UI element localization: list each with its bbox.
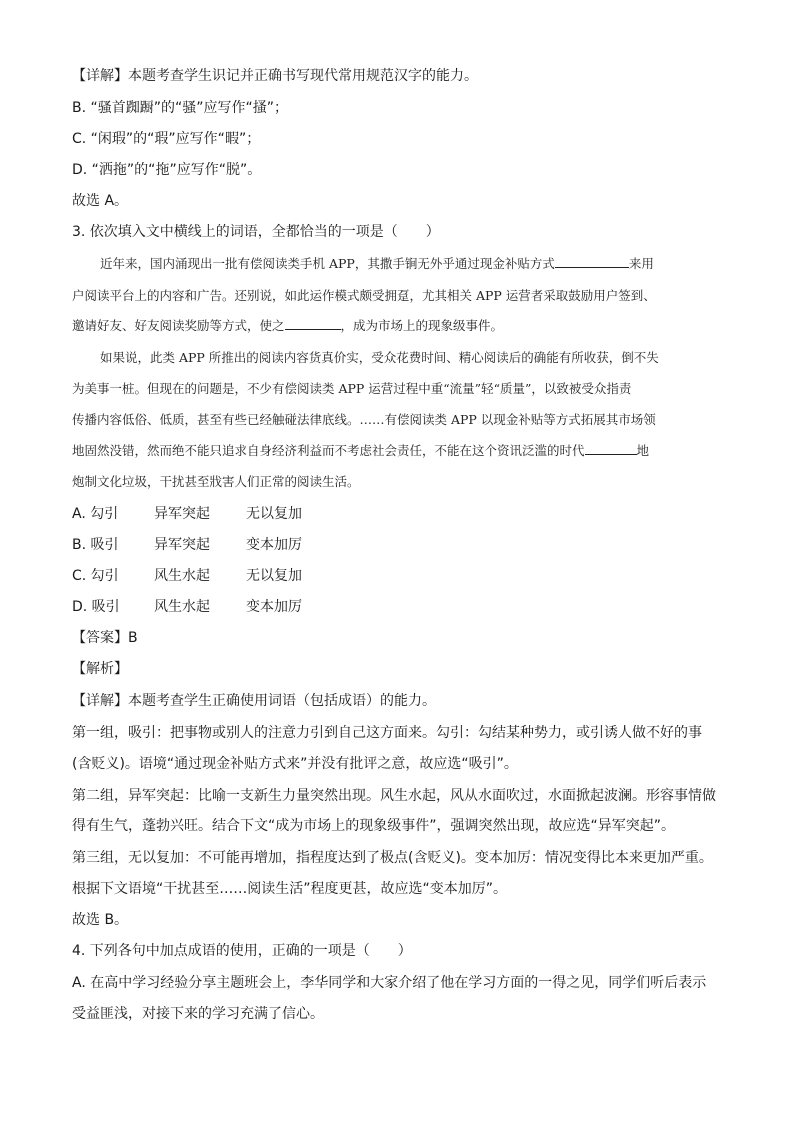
fill-blank-3 <box>585 441 637 455</box>
choice-line: 故选 A。 <box>72 193 129 209</box>
fill-blank-1 <box>555 254 629 268</box>
passage-line: 炮制文化垃圾，干扰甚至戕害人们正常的阅读生活。 <box>72 474 360 489</box>
passage-text: 邀请好友、好友阅读奖励等方式，使之 <box>72 318 285 333</box>
question-3-stem: 3. 依次填入文中横线上的词语，全都恰当的一项是（ ） <box>72 224 440 240</box>
option-word: 风生水起 <box>154 599 210 615</box>
option-c <box>72 566 336 586</box>
passage-line <box>100 254 722 274</box>
option-word: 风生水起 <box>154 568 210 584</box>
analysis-heading: 【解析】 <box>72 661 128 677</box>
passage-line: 为美事一桩。但现在的问题是，不少有偿阅读类 APP 运营过程中重“流量”轻“质量”，以致被受众指责 <box>72 381 632 396</box>
question-4-stem: 4. 下列各句中加点成语的使用，正确的一项是（ ） <box>72 943 412 959</box>
option-label: A. 勾引 <box>72 506 119 522</box>
option-d <box>72 597 336 617</box>
detail-line: 根据下文语境“干扰甚至……阅读生活”程度更甚，故应选“变本加厉”。 <box>72 881 508 897</box>
passage-line: 传播内容低俗、低质，甚至有些已经触碰法律底线。……有偿阅读类 APP 以现金补贴等方式拓展其市场领 <box>72 412 656 427</box>
option-word: 异军突起 <box>154 506 210 522</box>
detail-line: 【详解】本题考查学生正确使用词语（包括成语）的能力。 <box>72 693 436 709</box>
passage-line: 户阅读平台上的内容和广告。还别说，如此运作模式颇受拥趸，尤其相关 APP 运营者采取鼓励用户签到、 <box>72 288 656 303</box>
passage-text: 近年来，国内涌现出一批有偿阅读类手机 APP，其撒手锏无外乎通过现金补贴方式 <box>100 256 555 271</box>
option-b <box>72 535 336 555</box>
question-4-option-a-cont: 受益匪浅，对接下来的学习充满了信心。 <box>72 1006 324 1022</box>
option-word: 变本加厉 <box>246 537 302 553</box>
option-label: D. 吸引 <box>72 599 120 615</box>
option-label: B. 吸引 <box>72 537 119 553</box>
passage-text: 来用 <box>628 256 654 271</box>
answer-line: 【答案】B <box>72 630 138 646</box>
question-4-option-a: A. 在高中学习经验分享主题班会上，李华同学和大家介绍了他在学习方面的一得之见，同学们听后表示 <box>72 975 707 991</box>
detail-line: (含贬义)。语境“通过现金补贴方式来”并没有批评之意，故应选“吸引”。 <box>72 756 518 772</box>
passage-text: 地 <box>636 443 650 458</box>
detail-line: 【详解】本题考查学生识记并正确书写现代常用规范汉字的能力。 <box>72 68 478 84</box>
correction-c: C. “闲瑕”的“瑕”应写作“暇”； <box>72 131 261 147</box>
fill-blank-2 <box>285 316 341 330</box>
detail-line: 第三组，无以复加：不可能再增加，指程度达到了极点(含贬义)。变本加厉：情况变得比本来更加严重。 <box>72 850 713 866</box>
passage-line <box>72 441 722 461</box>
detail-line: 第二组，异军突起：比喻一支新生力量突然出现。风生水起，风从水面吹过，水面掀起波澜。形容事情做 <box>72 788 716 804</box>
option-word: 无以复加 <box>246 568 302 584</box>
correction-d: D. “洒拖”的“拖”应写作“脱”。 <box>72 162 262 178</box>
detail-line: 第一组，吸引：把事物或别人的注意力引到自己这方面来。勾引：勾结某种势力，或引诱人做不好的事 <box>72 725 702 741</box>
correction-b: B. “骚首踟蹰”的“骚”应写作“搔”； <box>72 100 289 116</box>
option-word: 无以复加 <box>246 506 302 522</box>
option-a <box>72 504 336 524</box>
passage-line: 如果说，此类 APP 所推出的阅读内容货真价实，受众花费时间、精心阅读后的确能有所收获，倒不失 <box>100 350 659 365</box>
passage-text: 地固然没错，然而绝不能只追求自身经济利益而不考虑社会责任，不能在这个资讯泛滥的时代 <box>72 443 585 458</box>
choice-line: 故选 B。 <box>72 912 129 928</box>
option-word: 异军突起 <box>154 537 210 553</box>
passage-line <box>72 316 722 336</box>
option-word: 变本加厉 <box>246 599 302 615</box>
option-label: C. 勾引 <box>72 568 119 584</box>
passage-text: ，成为市场上的现象级事件。 <box>340 318 504 333</box>
detail-line: 得有生气，蓬勃兴旺。结合下文“成为市场上的现象级事件”，强调突然出现，故应选“异军突起”。 <box>72 818 676 834</box>
